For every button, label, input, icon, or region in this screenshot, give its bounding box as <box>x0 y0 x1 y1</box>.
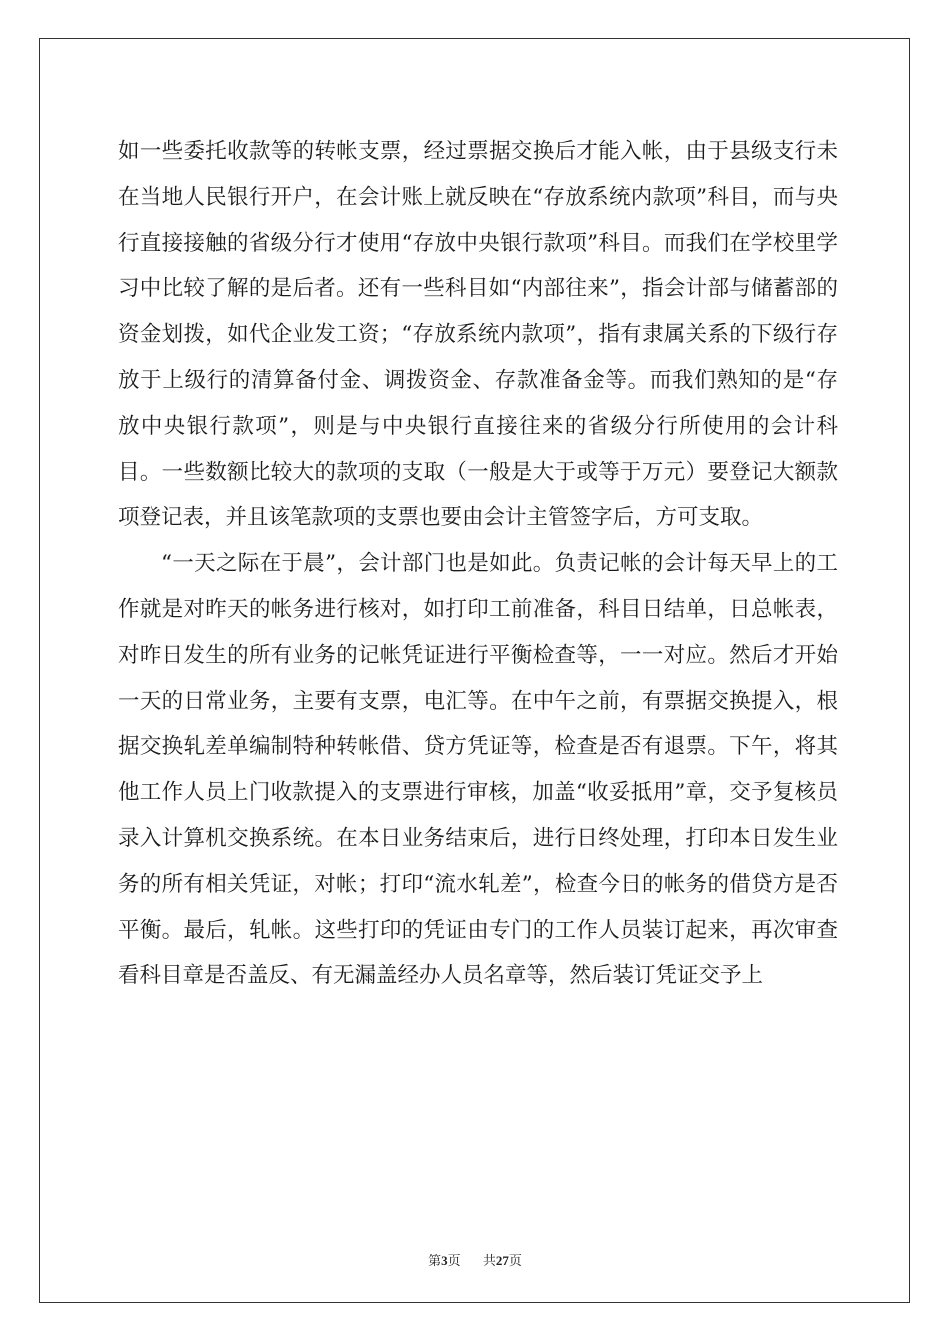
page-prefix: 第 <box>428 1254 442 1269</box>
total-suffix: 页 <box>508 1254 522 1269</box>
paragraph-2: “一天之际在于晨”，会计部门也是如此。负责记帐的会计每天早上的工作就是对昨天的帐务进行核对，如打印工前准备，科目日结单，日总帐表，对昨日发生的所有业务的记帐凭证进行平衡检查等，一一对应。然后才开始一天的日常业务，主要有支票，电汇等。在中午之前，有票据交换提入，根据交换轧差单编制特种转帐借、贷方凭证等，检查是否有退票。下午，将其他工作人员上门收款提入的支票进行审核，加盖“收妥抵用”章，交予复核员录入计算机交换系统。在本日业务结束后，进行日终处理，打印本日发生业务的所有相关凭证，对帐；打印“流水轧差”，检查今日的帐务的借贷方是否平衡。最后，轧帐。这些打印的凭证由专门的工作人员装订起来，再次审查看科目章是否盖反、有无漏盖经办人员名章等，然后装订凭证交予上 <box>118 551 838 989</box>
page-number: 3 <box>441 1253 448 1268</box>
paragraph-1: 如一些委托收款等的转帐支票，经过票据交换后才能入帐，由于县级支行未在当地人民银行开户，在会计账上就反映在“存放系统内款项”科目，而与央行直接接触的省级分行才使用“存放中央银行款项”科目。而我们在学校里学习中比较了解的是后者。还有一些科目如“内部往来”，指会计部与储蓄部的资金划拨，如代企业发工资；“存放系统内款项”，指有隶属关系的下级行存放于上级行的清算备付金、调拨资金、存款准备金等。而我们熟知的是“存放中央银行款项”，则是与中央银行直接往来的省级分行所使用的会计科目。一些数额比较大的款项的支取（一般是大于或等于万元）要登记大额款项登记表，并且该笔款项的支票也要由会计主管签字后，方可支取。 <box>118 139 838 531</box>
document-body <box>118 129 838 999</box>
total-prefix: 共 <box>482 1254 496 1269</box>
page-footer <box>0 1250 950 1269</box>
total-label <box>483 1250 522 1269</box>
page-suffix: 页 <box>447 1254 461 1269</box>
page-label <box>428 1250 461 1269</box>
total-pages: 27 <box>495 1253 509 1268</box>
